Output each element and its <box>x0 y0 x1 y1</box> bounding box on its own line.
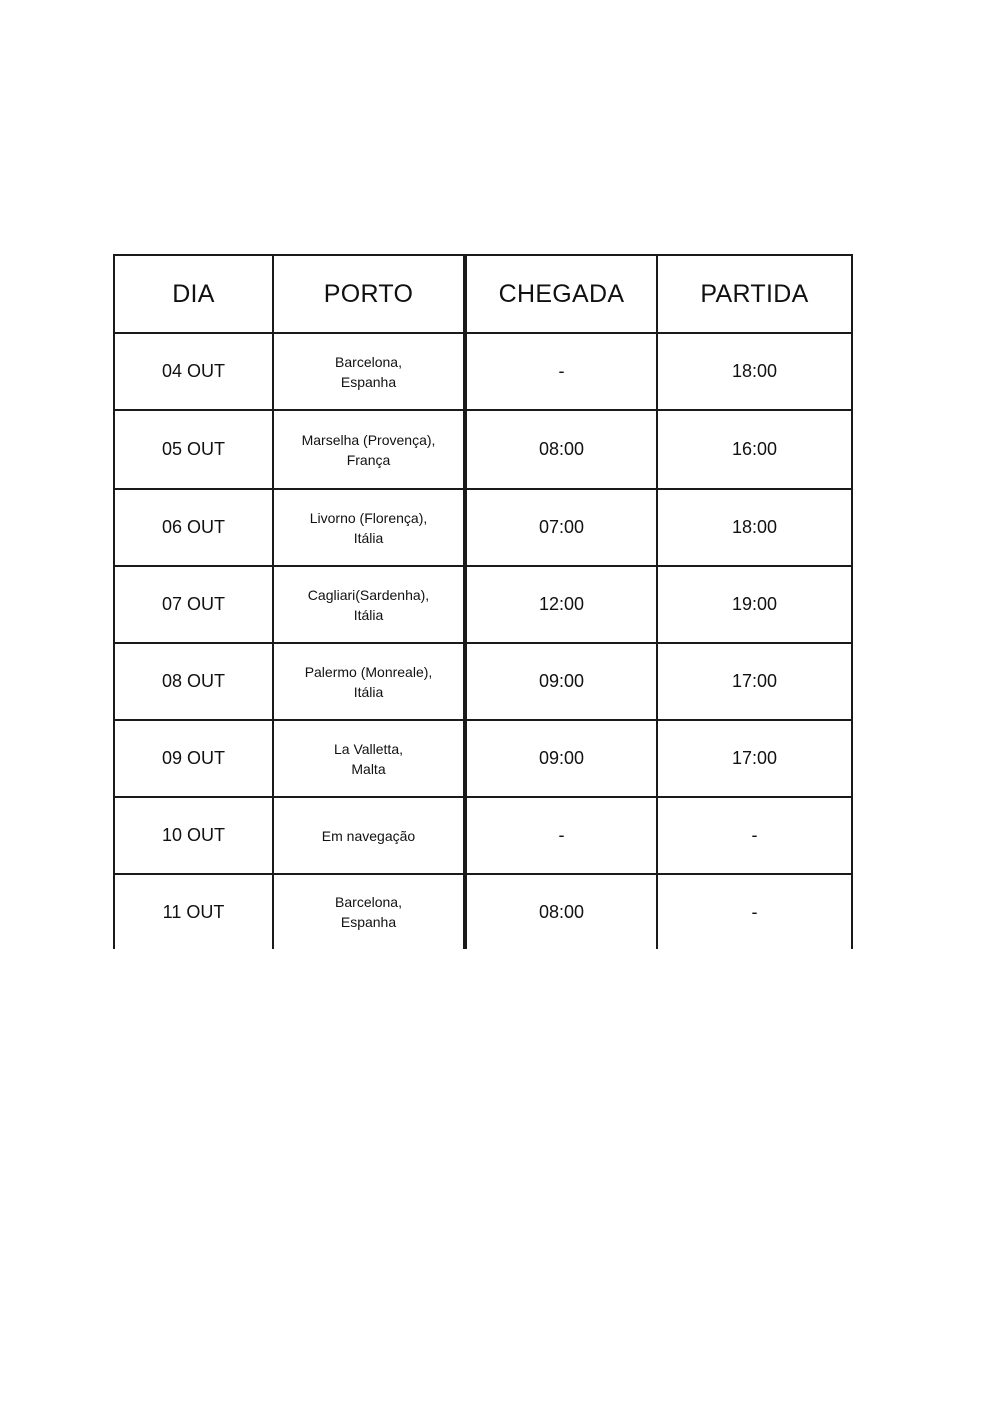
porto-line-1: Barcelona, <box>335 353 402 370</box>
porto-line-1: La Valletta, <box>333 740 403 757</box>
header-chegada: CHEGADA <box>465 255 657 333</box>
cell-chegada: 12:00 <box>465 566 657 643</box>
cell-partida: 16:00 <box>657 410 852 489</box>
cell-dia: 11 OUT <box>114 874 273 949</box>
cell-chegada: 08:00 <box>465 410 657 489</box>
cell-chegada: 07:00 <box>465 489 657 566</box>
cell-chegada: 08:00 <box>465 874 657 949</box>
table-row <box>114 333 852 410</box>
porto-line-1: Palermo (Monreale), <box>304 663 433 680</box>
table-body <box>114 333 852 949</box>
table-row <box>114 643 852 720</box>
porto-line-2: Itália <box>353 529 384 546</box>
table-row <box>114 489 852 566</box>
cell-dia: 09 OUT <box>114 720 273 797</box>
header-partida: PARTIDA <box>657 255 852 333</box>
porto-line-1: Em navegação <box>321 827 416 844</box>
table-row <box>114 566 852 643</box>
porto-line-2: França <box>346 451 391 468</box>
cell-partida: 18:00 <box>657 333 852 410</box>
porto-line-2: Malta <box>351 760 386 777</box>
table-row <box>114 874 852 949</box>
porto-line-2: Espanha <box>340 373 397 390</box>
porto-line-2: Espanha <box>340 914 397 930</box>
cell-chegada: 09:00 <box>465 643 657 720</box>
table-header <box>114 255 852 333</box>
cell-chegada: - <box>465 797 657 874</box>
cell-dia: 05 OUT <box>114 410 273 489</box>
cell-porto <box>273 489 465 566</box>
porto-line-1: Livorno (Florença), <box>309 509 428 526</box>
cell-partida: - <box>657 797 852 874</box>
porto-line-1: Barcelona, <box>335 894 402 910</box>
cell-dia: 04 OUT <box>114 333 273 410</box>
porto-line-1: Marselha (Provença), <box>301 431 436 448</box>
cell-dia: 06 OUT <box>114 489 273 566</box>
cell-dia: 07 OUT <box>114 566 273 643</box>
cell-partida: 19:00 <box>657 566 852 643</box>
cell-dia: 08 OUT <box>114 643 273 720</box>
porto-line-2: Itália <box>353 606 384 623</box>
cell-partida: - <box>657 874 852 949</box>
cell-partida: 17:00 <box>657 720 852 797</box>
table-row <box>114 720 852 797</box>
cell-chegada: - <box>465 333 657 410</box>
porto-line-1: Cagliari(Sardenha), <box>307 586 430 603</box>
table-row <box>114 797 852 874</box>
cell-dia: 10 OUT <box>114 797 273 874</box>
cell-porto <box>273 874 465 949</box>
header-dia: DIA <box>114 255 273 333</box>
cell-porto <box>273 720 465 797</box>
header-row <box>114 255 852 333</box>
cell-porto <box>273 797 465 874</box>
cell-partida: 18:00 <box>657 489 852 566</box>
cell-partida: 17:00 <box>657 643 852 720</box>
cell-porto <box>273 410 465 489</box>
cell-porto <box>273 643 465 720</box>
cell-porto <box>273 333 465 410</box>
header-porto: PORTO <box>273 255 465 333</box>
table-row <box>114 410 852 489</box>
cell-porto <box>273 566 465 643</box>
porto-line-2: Itália <box>353 683 384 700</box>
itinerary-table <box>113 254 853 949</box>
cell-chegada: 09:00 <box>465 720 657 797</box>
